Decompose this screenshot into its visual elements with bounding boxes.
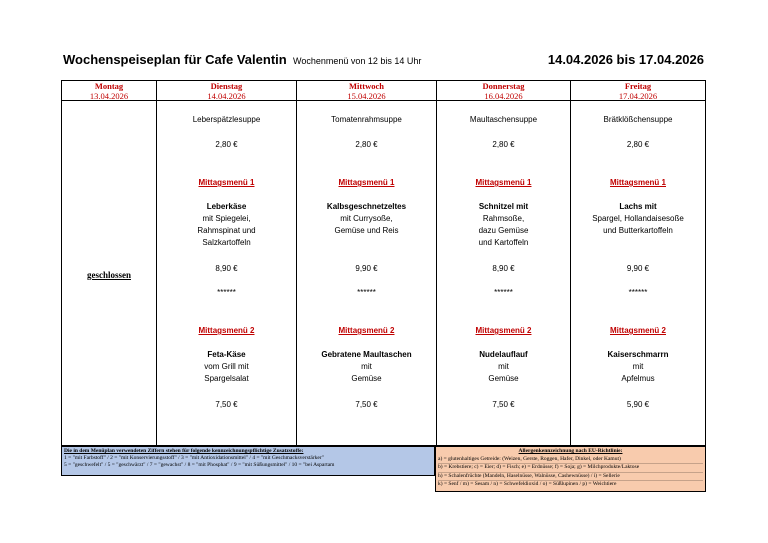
separator: ******	[217, 288, 236, 297]
menu1-title: Kalbsgeschnetzeltes	[326, 202, 407, 211]
menu1-title: Leberkäse	[206, 202, 247, 211]
column-monday	[62, 81, 156, 445]
additives-heading: Die in dem Menüplan verwendeten Ziffern stehen für folgende kennzeichnungspflichtige Zusatzstoffe:	[64, 448, 304, 454]
menu2-price: 7,50 €	[492, 400, 515, 409]
menu2-desc-line: vom Grill mit	[204, 362, 249, 371]
menu1-label: Mittagsmenü 1	[609, 178, 666, 187]
menu1-price: 8,90 €	[215, 264, 238, 273]
column-body	[62, 101, 156, 445]
menu2-title: Feta-Käse	[207, 350, 246, 359]
menu2-desc-line: Gemüse	[488, 374, 519, 383]
menu1-desc-line: dazu Gemüse	[478, 226, 529, 235]
day-date: 17.04.2026	[618, 90, 658, 101]
day-name: Donnerstag	[482, 81, 525, 91]
separator: ******	[628, 288, 648, 297]
menu1-label: Mittagsmenü 1	[338, 178, 395, 187]
menu1-price: 8,90 €	[492, 264, 515, 273]
soup-name: Maultaschensuppe	[469, 115, 538, 124]
additives-legend	[61, 446, 435, 476]
day-date: 15.04.2026	[347, 90, 386, 101]
page-subtitle: Wochenmenü von 12 bis 14 Uhr	[293, 56, 422, 66]
allergens-heading: Allergenkennzeichnung nach EU-Richtlinie:	[518, 448, 623, 454]
column-body	[571, 101, 705, 445]
menu1-price: 9,90 €	[626, 264, 650, 273]
menu2-label: Mittagsmenü 2	[609, 326, 666, 335]
soup-price: 2,80 €	[355, 140, 378, 149]
column-header	[571, 81, 705, 101]
day-name: Mittwoch	[349, 81, 384, 91]
menu2-desc-line: Apfelmus	[621, 374, 655, 383]
page-title: Wochenspeiseplan für Cafe Valentin	[63, 52, 287, 67]
menu2-desc-line: mit	[498, 362, 509, 371]
separator: ******	[494, 288, 513, 297]
menu1-desc-line: und Kartoffeln	[478, 238, 529, 247]
menu1-desc-line: Spargel, Hollandaisesoße	[592, 214, 684, 223]
soup-name: Brätklößchensuppe	[603, 115, 673, 124]
soup-price: 2,80 €	[492, 140, 515, 149]
menu2-price: 5,90 €	[626, 400, 650, 409]
menu2-label: Mittagsmenü 2	[198, 326, 255, 335]
menu1-desc-line: und Butterkartoffeln	[603, 226, 673, 235]
column-header	[62, 81, 156, 101]
additives-line: 5 = "geschwefelt" / 5 = "geschwärzt" / 7 = "gewachst" / 8 = "mit Phosphat" / 9 = "mit Süßungsmittel" / 10 = "bei Aspartam	[64, 462, 335, 468]
day-date: 14.04.2026	[207, 90, 246, 101]
allergens-line: k) = Senf / m) = Sesam / n) = Schwefeldioxid / o) = Süßlupinen / p) = Weichtiere	[438, 481, 617, 488]
day-name: Dienstag	[210, 81, 243, 91]
separator: ******	[357, 288, 376, 297]
column-header	[157, 81, 296, 101]
menu1-price: 9,90 €	[355, 264, 378, 273]
soup-price: 2,80 €	[215, 140, 238, 149]
menu1-desc-line: mit Currysoße,	[340, 214, 393, 223]
menu2-desc-line: mit	[632, 362, 644, 371]
menu2-desc-line: Gemüse	[351, 374, 382, 383]
menu2-title: Gebratene Maultaschen	[321, 350, 412, 359]
soup-name: Leberspätzlesuppe	[192, 115, 261, 124]
soup-name: Tomatenrahmsuppe	[331, 115, 402, 124]
column-tuesday	[156, 81, 296, 445]
menu2-price: 7,50 €	[215, 400, 238, 409]
allergens-line: a) = glutenhaltiges Getreide: (Weizen, Gerste, Roggen, Hafer, Dinkel, oder Kamut)	[438, 456, 703, 465]
allergens-line: b) = Krebstiere; c) = Eier; d) = Fisch; e) = Erdnüsse; f) = Soja; g) = Milchprodukte/Laktose	[438, 464, 703, 473]
menu1-desc-line: Salzkartoffeln	[202, 238, 251, 247]
menu2-desc-line: Spargelsalat	[204, 374, 249, 383]
menu2-price: 7,50 €	[355, 400, 378, 409]
day-name: Freitag	[624, 81, 652, 91]
column-body	[157, 101, 296, 445]
menu1-label: Mittagsmenü 1	[198, 178, 255, 187]
menu2-title: Nudelauflauf	[479, 350, 528, 359]
day-date: 13.04.2026	[89, 90, 129, 101]
soup-price: 2,80 €	[626, 140, 650, 149]
closed-label: geschlossen	[86, 270, 131, 280]
menu1-desc-line: Rahmsoße,	[482, 214, 525, 223]
column-friday	[570, 81, 705, 445]
menu2-title: Kaiserschmarrn	[607, 350, 669, 359]
menu1-desc-line: Gemüse und Reis	[334, 226, 399, 235]
column-body	[297, 101, 436, 445]
day-name: Montag	[94, 81, 124, 91]
column-thursday	[436, 81, 570, 445]
column-body	[437, 101, 570, 445]
column-header	[437, 81, 570, 101]
date-range: 14.04.2026 bis 17.04.2026	[547, 52, 704, 67]
menu1-desc-line: Rahmspinat und	[197, 226, 256, 235]
menu1-desc-line: mit Spiegelei,	[202, 214, 251, 223]
menu1-title: Schnitzel mit	[478, 202, 529, 211]
day-date: 16.04.2026	[484, 90, 523, 101]
menu-table	[61, 80, 706, 446]
menu1-label: Mittagsmenü 1	[475, 178, 532, 187]
menu2-desc-line: mit	[361, 362, 372, 371]
allergens-line: h) = Schalenfrüchte (Mandeln, Haselnüsse, Walnüsse, Cashewnüsse) / i) = Sellerie	[438, 473, 703, 482]
column-header	[297, 81, 436, 101]
column-wednesday	[296, 81, 436, 445]
allergens-legend	[435, 446, 706, 492]
menu2-label: Mittagsmenü 2	[338, 326, 395, 335]
menu1-title: Lachs mit	[619, 202, 657, 211]
menu2-label: Mittagsmenü 2	[475, 326, 532, 335]
additives-line: 1 = "mit Farbstoff" / 2 = "mit Konservierungsstoff" / 3 = "mit Antioxidationsmittel" / 4 = "mit Geschmacksverstärker"	[64, 455, 324, 461]
